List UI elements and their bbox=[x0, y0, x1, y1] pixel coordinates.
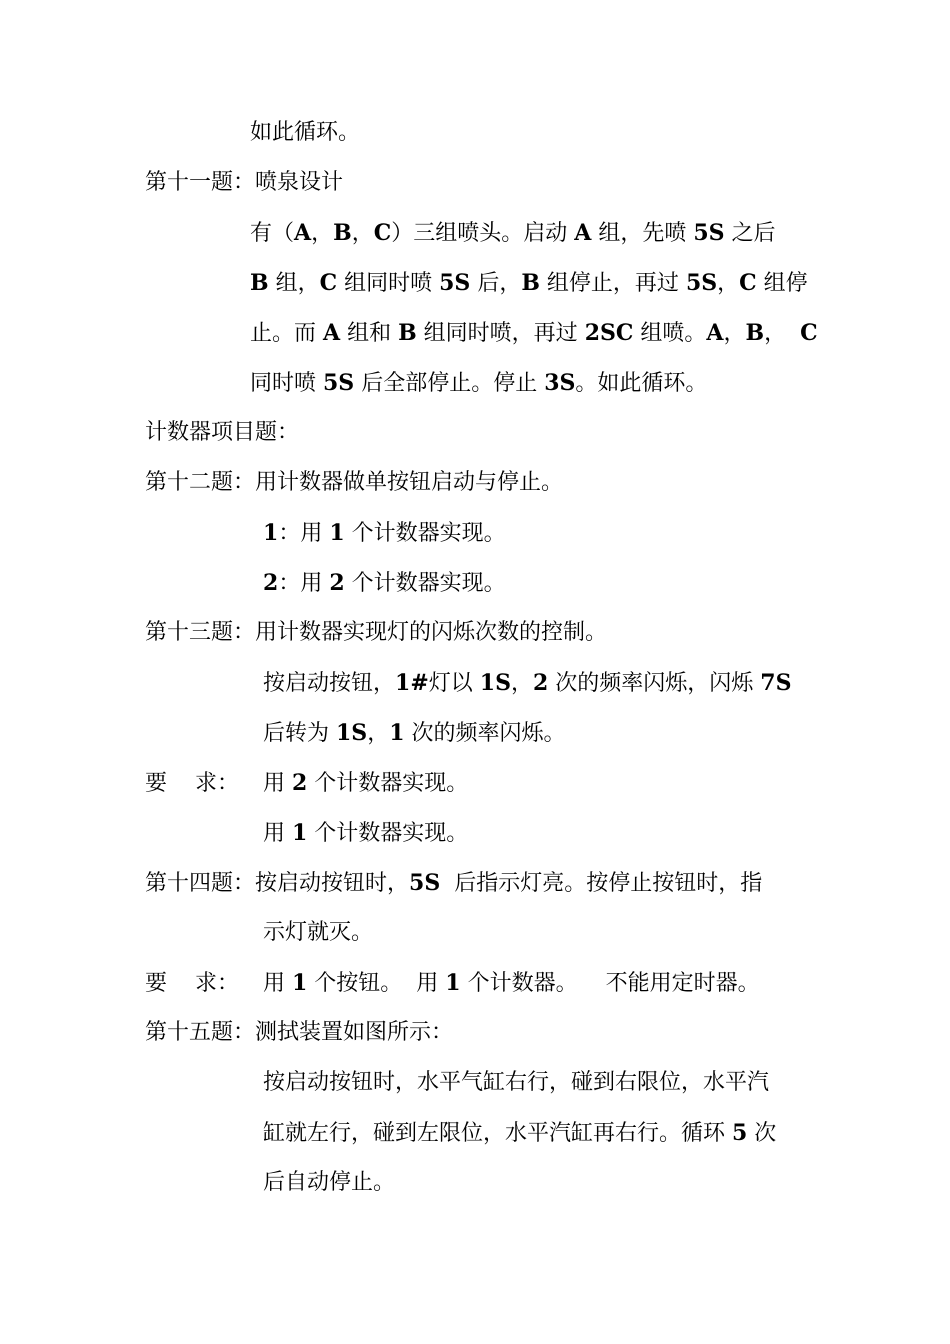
text: ：用 bbox=[278, 521, 330, 546]
q12-item-2 bbox=[263, 568, 506, 598]
text-bold: 5S bbox=[323, 370, 355, 396]
text-bold: 1 bbox=[389, 720, 405, 746]
text: 用 bbox=[263, 971, 292, 996]
q15-line-3 bbox=[263, 1168, 395, 1198]
heading-text: 第十二题：用计数器做单按钮启动与停止。 bbox=[145, 470, 564, 495]
text-bold: B bbox=[333, 220, 352, 246]
text: 个计数器实现。 bbox=[344, 571, 506, 596]
text-bold: 1 bbox=[292, 820, 308, 846]
text: 用 bbox=[263, 771, 292, 796]
heading-text: 第十五题：测拭装置如图所示： bbox=[145, 1020, 454, 1045]
text: 用 bbox=[263, 821, 292, 846]
text-bold: 2 bbox=[532, 670, 549, 696]
text: 之后 bbox=[724, 221, 776, 246]
text-bold: C bbox=[800, 320, 818, 346]
text: 次 bbox=[747, 1121, 777, 1146]
text-bold: 5S bbox=[693, 220, 725, 246]
text-bold: 5S bbox=[409, 870, 441, 896]
q11-line-2 bbox=[250, 268, 808, 298]
text: 止。而 bbox=[250, 321, 323, 346]
text: 个计数器实现。 bbox=[307, 821, 469, 846]
section-text: 计数器项目题： bbox=[145, 420, 300, 445]
text: 组停 bbox=[756, 271, 808, 296]
text: ， bbox=[723, 321, 746, 346]
text-bold: B bbox=[521, 270, 540, 296]
q13-requirement-1 bbox=[145, 768, 468, 798]
text: 组同时喷 bbox=[337, 271, 440, 296]
text-bold: 1 bbox=[292, 970, 308, 996]
q13-heading bbox=[145, 618, 607, 648]
text: ， bbox=[351, 221, 374, 246]
text-bold: A bbox=[574, 220, 592, 246]
requirement-label: 要 求： bbox=[145, 971, 239, 996]
text: 灯以 bbox=[428, 671, 480, 696]
text: 后自动停止。 bbox=[263, 1170, 396, 1195]
text-bold: C bbox=[373, 220, 392, 246]
text-bold: 1# bbox=[395, 670, 429, 696]
text-bold: 5 bbox=[732, 1120, 748, 1146]
text-bold: 1 bbox=[445, 970, 461, 996]
text-bold: 1S bbox=[336, 720, 368, 746]
heading-text: 第十四题： bbox=[145, 871, 256, 896]
text: 如此循环。 bbox=[250, 120, 361, 145]
text: 组喷。 bbox=[633, 321, 707, 346]
text: 个计数器实现。 bbox=[307, 771, 469, 796]
text: 按启动按钮时， bbox=[255, 871, 410, 896]
text-bold: 1 bbox=[329, 520, 345, 546]
text-bold: 5S bbox=[685, 270, 718, 296]
text: 后指示灯亮。按停止按钮时，指 bbox=[440, 871, 763, 896]
q12-heading bbox=[145, 468, 563, 498]
text: 组停止，再过 bbox=[539, 271, 686, 296]
text: ）三组喷头。启动 bbox=[391, 221, 575, 246]
q11-line-4 bbox=[250, 368, 707, 398]
q13-line-1 bbox=[263, 668, 792, 698]
text-bold: B bbox=[250, 270, 269, 296]
text-bold: C bbox=[319, 270, 338, 296]
q11-line-3 bbox=[250, 318, 818, 348]
text: 后转为 bbox=[263, 721, 336, 746]
text: ， bbox=[510, 671, 533, 696]
text: 缸就左行，碰到左限位，水平汽缸再右行。循环 bbox=[263, 1121, 732, 1146]
q11-line-1 bbox=[250, 218, 776, 248]
text: 后全部停止。停止 bbox=[354, 371, 545, 396]
text: 次的频率闪烁，闪烁 bbox=[548, 671, 761, 696]
text-bold: 2SC bbox=[584, 320, 634, 346]
q15-line-1 bbox=[263, 1068, 769, 1098]
q13-line-2 bbox=[263, 718, 566, 748]
text: 有（ bbox=[250, 221, 295, 246]
text-bold: B bbox=[398, 320, 417, 346]
text: ：用 bbox=[278, 571, 330, 596]
text-bold: 5S bbox=[439, 270, 471, 296]
heading-text: 第十三题：用计数器实现灯的闪烁次数的控制。 bbox=[145, 620, 608, 645]
text-bold: A bbox=[323, 320, 341, 346]
text: 个按钮。 用 bbox=[307, 971, 446, 996]
text: ， bbox=[764, 321, 801, 346]
q11-heading bbox=[145, 168, 343, 198]
text-bold: 2 bbox=[263, 570, 279, 596]
text-bold: 3S bbox=[544, 370, 576, 396]
text: 同时喷 bbox=[250, 371, 323, 396]
text: 按启动按钮， bbox=[263, 671, 396, 696]
q14-line-2 bbox=[263, 918, 373, 948]
text-bold: 2 bbox=[292, 770, 308, 796]
text: 组同时喷，再过 bbox=[416, 321, 585, 346]
heading-text: 第十一题：喷泉设计 bbox=[145, 170, 344, 195]
text: 个计数器实现。 bbox=[344, 521, 506, 546]
text-bold: 1 bbox=[263, 520, 279, 546]
counter-section-title bbox=[145, 418, 299, 448]
text: 。如此循环。 bbox=[575, 371, 708, 396]
text-bold: A bbox=[706, 320, 724, 346]
text: 组和 bbox=[340, 321, 399, 346]
text: ， bbox=[367, 721, 390, 746]
text: 示灯就灭。 bbox=[263, 920, 374, 945]
text: 按启动按钮时，水平气缸右行，碰到右限位，水平汽 bbox=[263, 1070, 770, 1095]
q13-requirement-2 bbox=[263, 818, 468, 848]
text-line-loop bbox=[250, 118, 360, 148]
q14-requirement bbox=[145, 968, 760, 998]
q15-line-2 bbox=[263, 1118, 776, 1148]
q15-heading bbox=[145, 1018, 453, 1048]
q12-item-1 bbox=[263, 518, 506, 548]
text: ， bbox=[717, 271, 740, 296]
text-bold: 7S bbox=[760, 670, 792, 696]
text-bold: C bbox=[739, 270, 757, 296]
text: 次的频率闪烁。 bbox=[404, 721, 566, 746]
text: 组，先喷 bbox=[591, 221, 694, 246]
text: 后， bbox=[470, 271, 522, 296]
text-bold: A bbox=[294, 220, 312, 246]
text-bold: 1S bbox=[479, 670, 511, 696]
text: ， bbox=[311, 221, 334, 246]
text-bold: B bbox=[745, 320, 765, 346]
q14-heading-line bbox=[145, 868, 762, 898]
text: 个计数器。 不能用定时器。 bbox=[460, 971, 760, 996]
text: 组， bbox=[268, 271, 320, 296]
text-bold: 2 bbox=[329, 570, 345, 596]
requirement-label: 要 求： bbox=[145, 771, 239, 796]
